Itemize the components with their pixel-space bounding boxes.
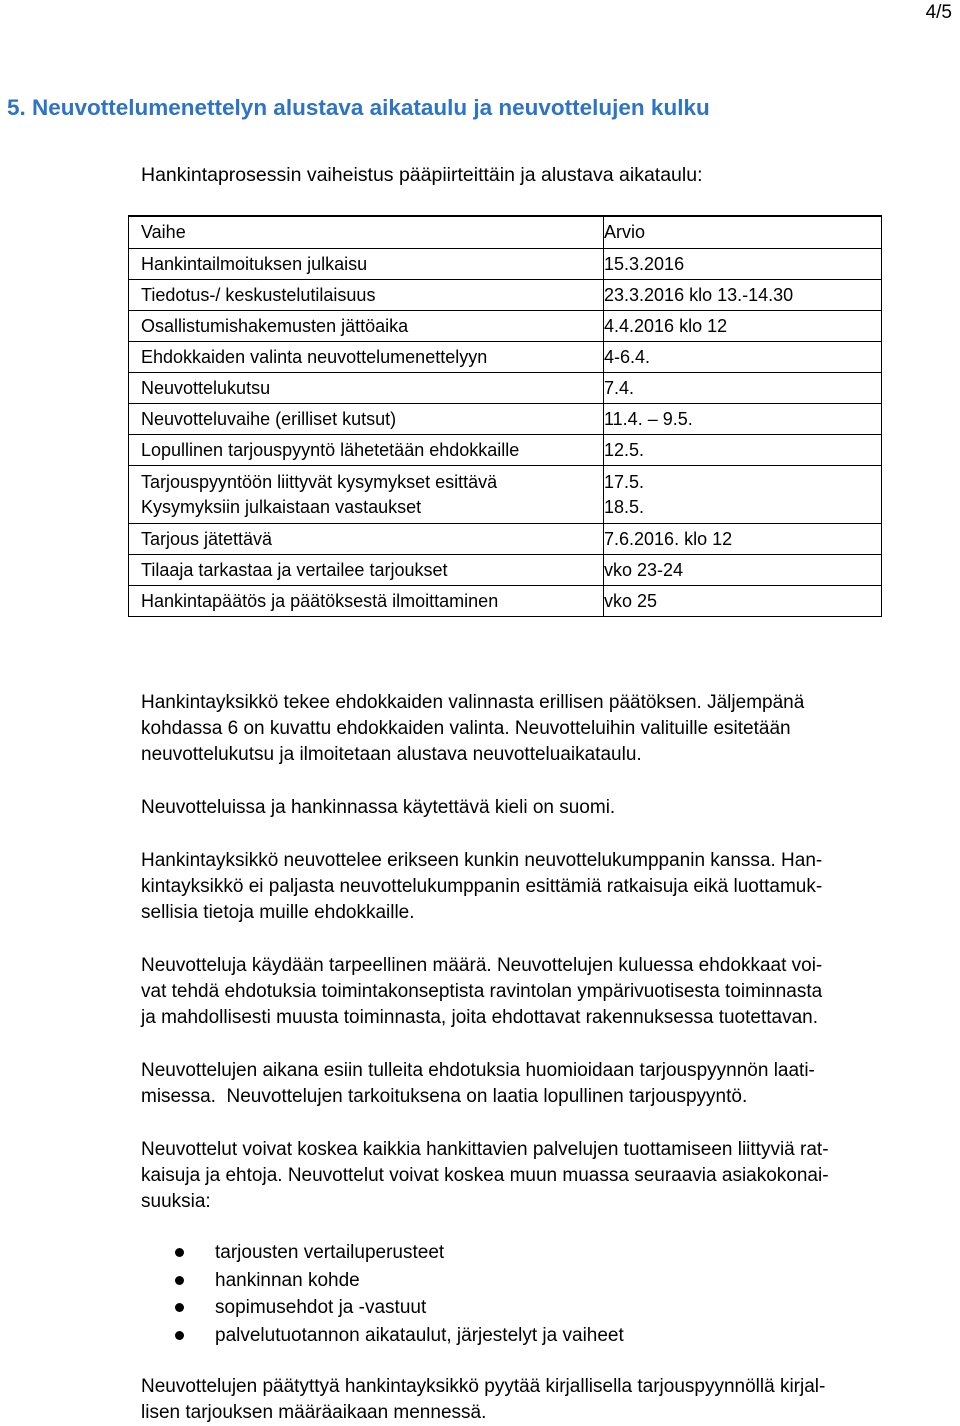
paragraph	[141, 690, 953, 768]
paragraph-line: kintayksikkö ei paljasta neuvottelukumppanin esittämiä ratkaisuja eikä luottamuk-	[141, 876, 823, 897]
table-row	[129, 280, 882, 311]
estimate-text: vko 23-24	[604, 559, 684, 580]
table-row	[129, 342, 882, 373]
list-item	[141, 1267, 624, 1295]
estimate-text: 17.5.	[604, 471, 645, 492]
phase-text: Ehdokkaiden valinta neuvottelumenettelyyn	[141, 346, 488, 367]
phase-cell	[129, 373, 604, 404]
page-number: 4/5	[925, 2, 952, 23]
phase-text: Tarjouspyyntöön liittyvät kysymykset esittävä	[141, 471, 498, 492]
table-row	[129, 311, 882, 342]
estimate-text: vko 25	[604, 590, 658, 611]
paragraph	[141, 1137, 953, 1215]
table-row	[129, 435, 882, 466]
bullet-icon	[175, 1303, 184, 1312]
list-item	[141, 1239, 624, 1267]
estimate-text: 4.4.2016 klo 12	[604, 315, 728, 336]
phase-cell	[129, 280, 604, 311]
phase-cell	[129, 586, 604, 617]
list-item-text: palvelutuotannon aikataulut, järjestelyt ja vaiheet	[215, 1324, 624, 1346]
topic-list	[141, 1239, 624, 1349]
estimate-text: 11.4. – 9.5.	[604, 408, 693, 429]
phase-text: Tarjous jätettävä	[141, 528, 273, 549]
phase-text: Hankintapäätös ja päätöksestä ilmoittaminen	[141, 590, 499, 611]
paragraph-line: vat tehdä ehdotuksia toimintakonseptista ravintolan ympärivuotisesta toiminnasta	[141, 981, 823, 1002]
paragraph	[141, 795, 953, 821]
table-row	[129, 524, 882, 555]
paragraph-line: Neuvotteluissa ja hankinnassa käytettävä kieli on suomi.	[141, 797, 616, 818]
list-item	[141, 1294, 624, 1322]
phase-cell	[129, 311, 604, 342]
phase-text: Hankintailmoituksen julkaisu	[141, 253, 368, 274]
estimate-text: 12.5.	[604, 439, 645, 460]
table-row	[129, 249, 882, 280]
estimate-cell	[604, 466, 882, 524]
list-item-text: tarjousten vertailuperusteet	[215, 1242, 445, 1263]
paragraph-line: lisen tarjouksen määräaikaan mennessä.	[141, 1402, 487, 1423]
estimate-cell	[604, 249, 882, 280]
estimate-cell	[604, 555, 882, 586]
phase-text: Kysymyksiin julkaistaan vastaukset	[141, 496, 422, 517]
paragraph-line: Neuvotteluja käydään tarpeellinen määrä. Neuvottelujen kuluessa ehdokkaat voi-	[141, 955, 823, 976]
estimate-cell	[604, 586, 882, 617]
paragraph-line: Neuvottelujen päätyttyä hankintayksikkö pyytää kirjallisella tarjouspyynnöllä kirjal-	[141, 1376, 826, 1397]
bullet-icon	[175, 1276, 184, 1285]
header-estimate: Arvio	[604, 216, 882, 249]
list-item-text: hankinnan kohde	[215, 1269, 360, 1291]
estimate-cell	[604, 311, 882, 342]
paragraph-line: Hankintayksikkö tekee ehdokkaiden valinnasta erillisen päätöksen. Jäljempänä	[141, 692, 805, 713]
paragraph	[141, 1058, 953, 1110]
bullet-icon	[175, 1331, 184, 1340]
phase-cell	[129, 435, 604, 466]
phase-cell	[129, 466, 604, 524]
paragraph	[141, 848, 953, 926]
closing-paragraph	[141, 1374, 953, 1426]
estimate-text: 18.5.	[604, 496, 645, 517]
table-header-row	[129, 216, 882, 249]
paragraph-line: neuvottelukutsu ja ilmoitetaan alustava neuvotteluaikataulu.	[141, 744, 642, 765]
table-row	[129, 466, 882, 524]
estimate-cell	[604, 342, 882, 373]
estimate-cell	[604, 435, 882, 466]
estimate-cell	[604, 524, 882, 555]
schedule-table	[128, 215, 882, 617]
phase-text: Osallistumishakemusten jättöaika	[141, 315, 409, 336]
list-item	[141, 1322, 624, 1350]
estimate-cell	[604, 404, 882, 435]
estimate-text: 7.6.2016. klo 12	[604, 528, 733, 549]
table-row	[129, 373, 882, 404]
table-row	[129, 555, 882, 586]
estimate-cell	[604, 373, 882, 404]
paragraph-line: sellisia tietoja muille ehdokkaille.	[141, 902, 415, 923]
estimate-text: 4-6.4.	[604, 346, 651, 367]
list-item-text: sopimusehdot ja -vastuut	[215, 1297, 427, 1319]
phase-cell	[129, 524, 604, 555]
phase-cell	[129, 249, 604, 280]
phase-text: Tiedotus-/ keskustelutilaisuus	[141, 284, 376, 305]
phase-cell	[129, 555, 604, 586]
estimate-text: 23.3.2016 klo 13.-14.30	[604, 284, 794, 305]
table-row	[129, 586, 882, 617]
paragraph-line: Neuvottelujen aikana esiin tulleita ehdotuksia huomioidaan tarjouspyynnön laati-	[141, 1060, 815, 1081]
bullet-icon	[175, 1248, 184, 1257]
schedule-intro: Hankintaprosessin vaiheistus pääpiirteittäin ja alustava aikataulu:	[141, 164, 703, 186]
estimate-text: 15.3.2016	[604, 253, 685, 274]
paragraph-line: Hankintayksikkö neuvottelee erikseen kunkin neuvottelukumppanin kanssa. Han-	[141, 850, 823, 871]
section-heading: 5. Neuvottelumenettelyn alustava aikataulu ja neuvottelujen kulku	[7, 95, 710, 120]
table-row	[129, 404, 882, 435]
phase-cell	[129, 404, 604, 435]
paragraph-line: suuksia:	[141, 1191, 211, 1212]
paragraph	[141, 953, 953, 1031]
paragraph-line: Neuvottelut voivat koskea kaikkia hankittavien palvelujen tuottamiseen liittyviä rat-	[141, 1139, 829, 1160]
paragraph-line: ja mahdollisesti muusta toiminnasta, joita ehdottavat rakennuksessa tuotettavan.	[141, 1007, 818, 1028]
phase-text: Neuvottelukutsu	[141, 377, 271, 398]
body-paragraphs	[141, 690, 953, 1215]
paragraph-line: misessa. Neuvottelujen tarkoituksena on laatia lopullinen tarjouspyyntö.	[141, 1086, 748, 1107]
phase-cell	[129, 342, 604, 373]
phase-text: Tilaaja tarkastaa ja vertailee tarjoukset	[141, 559, 448, 580]
header-phase: Vaihe	[129, 216, 604, 249]
phase-text: Lopullinen tarjouspyyntö lähetetään ehdokkaille	[141, 439, 520, 460]
paragraph-line: kaisuja ja ehtoja. Neuvottelut voivat koskea muun muassa seuraavia asiakokonai-	[141, 1165, 829, 1186]
estimate-text: 7.4.	[604, 377, 635, 398]
paragraph-line: kohdassa 6 on kuvattu ehdokkaiden valinta. Neuvotteluihin valituille esitetään	[141, 718, 791, 739]
estimate-cell	[604, 280, 882, 311]
phase-text: Neuvotteluvaihe (erilliset kutsut)	[141, 408, 397, 429]
